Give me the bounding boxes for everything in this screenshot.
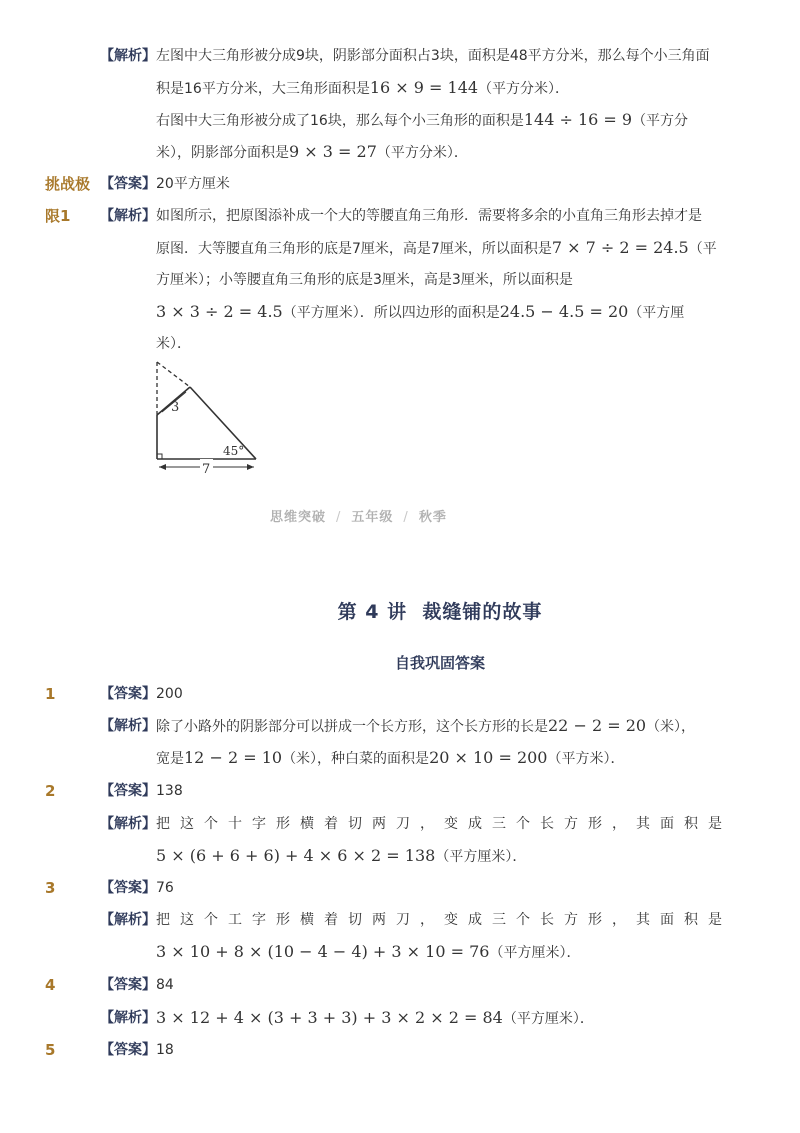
- answer-value: 76: [156, 880, 174, 896]
- dashed-hypotenuse-extension: [157, 362, 190, 387]
- challenge-tag: 限1: [45, 207, 71, 225]
- analysis-label: 【解析】: [100, 1010, 156, 1026]
- answer-label: 【答案】: [100, 977, 156, 993]
- label-7: 7: [202, 462, 211, 477]
- lecture-title: 第 4 讲 裁缝铺的故事: [337, 601, 543, 623]
- analysis-text: 5 × (6 + 6 + 6) + 4 × 6 × 2 = 138（平方厘米）．: [156, 846, 527, 865]
- analysis-text: 把这个十字形横着切两刀，变成三个长方形，其面积是: [156, 816, 732, 832]
- answer-value: 18: [156, 1042, 174, 1058]
- question-number: 1: [45, 685, 56, 703]
- analysis-label: 【解析】: [100, 208, 156, 224]
- analysis-text: 积是16平方分米，大三角形面积是16 × 9 = 144（平方分米）．: [156, 78, 570, 97]
- analysis-text: 3 × 12 + 4 × (3 + 3 + 3) + 3 × 2 × 2 = 84（平方厘米）．: [156, 1008, 594, 1027]
- question-number: 4: [45, 976, 56, 994]
- analysis-text: 右图中大三角形被分成了16块，那么每个小三角形的面积是144 ÷ 16 = 9（平方分: [156, 110, 689, 129]
- analysis-text: 原图．大等腰直角三角形的底是7厘米，高是7厘米，所以面积是7 × 7 ÷ 2 = 24.5（平: [156, 238, 717, 257]
- analysis-text: 方厘米）；小等腰直角三角形的底是3厘米，高是3厘米，所以面积是: [156, 272, 573, 288]
- question-number: 5: [45, 1041, 56, 1059]
- answer-label: 【答案】: [100, 1042, 156, 1058]
- label-3: 3: [171, 400, 180, 415]
- page-footer: 思维突破 / 五年级 / 秋季: [270, 510, 447, 525]
- analysis-text: 除了小路外的阴影部分可以拼成一个长方形，这个长方形的长是22 − 2 = 20（米），: [156, 716, 696, 735]
- analysis-text: 3 × 10 + 8 × (10 − 4 − 4) + 3 × 10 = 76（平方厘米）．: [156, 942, 581, 961]
- analysis-text: 如图所示，把原图添补成一个大的等腰直角三角形．需要将多余的小直角三角形去掉才是: [156, 208, 702, 224]
- analysis-label: 【解析】: [100, 912, 156, 928]
- answer-value: 84: [156, 977, 174, 993]
- answer-value: 138: [156, 783, 183, 799]
- analysis-text: 宽是12 − 2 = 10（米），种白菜的面积是20 × 10 = 200（平方米）．: [156, 748, 625, 767]
- analysis-label: 【解析】: [100, 816, 156, 832]
- analysis-label: 【解析】: [100, 718, 156, 734]
- analysis-text: 左图中大三角形被分成9块，阴影部分面积占3块，面积是48平方分米，那么每个小三角面: [156, 48, 710, 64]
- question-number: 3: [45, 879, 56, 897]
- section-title: 自我巩固答案: [394, 654, 485, 672]
- analysis-text: 米），阴影部分面积是9 × 3 = 27（平方分米）．: [156, 142, 468, 161]
- answer-label: 【答案】: [100, 686, 156, 702]
- analysis-text: 3 × 3 ÷ 2 = 4.5（平方厘米）．所以四边形的面积是24.5 − 4.5 = 20（平方厘: [156, 302, 685, 321]
- label-45-degrees: 45°: [223, 444, 245, 458]
- analysis-label: 【解析】: [100, 48, 156, 64]
- question-number: 2: [45, 782, 56, 800]
- challenge-tag: 挑战极: [45, 175, 91, 193]
- answer-value: 200: [156, 686, 183, 702]
- analysis-text: 米）．: [156, 336, 191, 352]
- answer-label: 【答案】: [100, 880, 156, 896]
- arrow-right: [247, 464, 254, 470]
- arrow-left: [159, 464, 166, 470]
- triangle-figure: [140, 355, 270, 480]
- answer-label: 【答案】: [100, 176, 156, 192]
- answer-value: 20平方厘米: [156, 176, 230, 192]
- analysis-text: 把这个工字形横着切两刀，变成三个长方形，其面积是: [156, 912, 732, 928]
- answer-label: 【答案】: [100, 783, 156, 799]
